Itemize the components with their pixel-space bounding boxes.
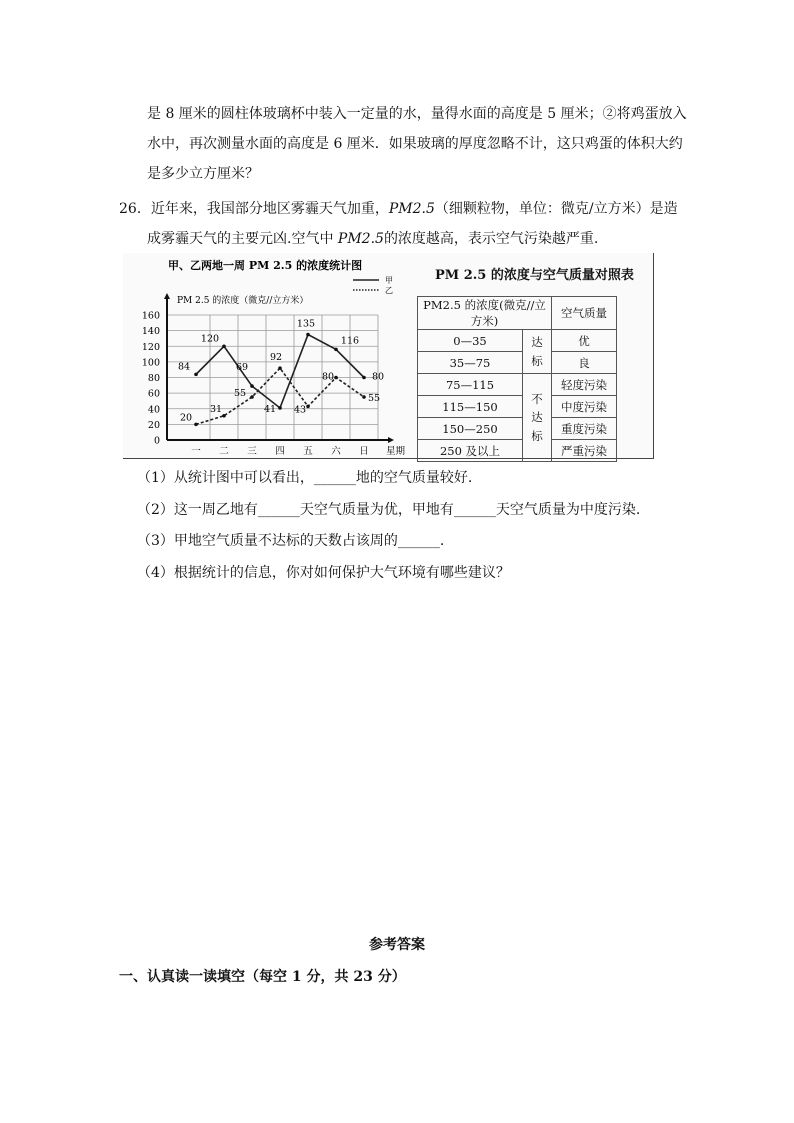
pm-table: [417, 296, 617, 462]
data-point: [362, 376, 366, 380]
y-axis-arrow: [164, 293, 170, 299]
y-tick-label: 140: [141, 326, 160, 338]
text: 成雾霾天气的主要元凶.空气中: [147, 231, 338, 247]
quality-cell: 重度污染: [552, 418, 617, 440]
x-tick-label: 二: [219, 446, 229, 457]
x-tick-label: 一: [191, 446, 201, 457]
y-tick-label: 160: [141, 310, 160, 322]
pm-term: PM2.5: [337, 231, 384, 247]
data-label: 69: [235, 362, 249, 374]
data-point: [306, 333, 310, 337]
quality-cell: 严重污染: [552, 440, 617, 462]
header-cell: 空气质量: [552, 297, 617, 330]
legend-label: 乙: [385, 286, 393, 295]
data-point: [194, 423, 198, 427]
table-title: PM 2.5 的浓度与空气质量对照表: [435, 268, 634, 283]
y-tick-label: 40: [147, 404, 160, 416]
standard-cell: 达标: [523, 330, 552, 374]
range-cell: 150—250: [418, 418, 523, 440]
data-point: [334, 376, 338, 380]
text-line: 是 8 厘米的圆柱体玻璃杯中装入一定量的水，量得水面的高度是 5 厘米；②将鸡蛋放入: [147, 106, 687, 122]
data-point: [306, 405, 310, 409]
data-label: 55: [233, 388, 247, 400]
data-label: 80: [371, 371, 385, 383]
legend-label: 甲: [385, 276, 393, 285]
answers-title: 参考答案: [369, 937, 425, 953]
nonstandard-cell: 不达标: [523, 374, 552, 462]
header-cell: PM2.5 的浓度(微克//立方米): [418, 297, 552, 330]
question-26: [119, 198, 678, 218]
data-point: [250, 384, 254, 388]
text: （细颗粒物，单位：微克/立方米）是造: [434, 201, 678, 217]
range-cell: 0—35: [418, 330, 523, 352]
data-label: 135: [296, 318, 316, 330]
line-chart: [123, 253, 423, 458]
data-label: 116: [340, 335, 360, 347]
quality-cell: 中度污染: [552, 396, 617, 418]
x-tick-label: 五: [303, 446, 313, 457]
y-tick-label: 60: [147, 388, 160, 400]
x-tick-label: 三: [247, 446, 257, 457]
text: 26．近年来，我国部分地区雾霾天气加重，: [119, 201, 389, 217]
data-point: [334, 348, 338, 352]
series-line-乙: [196, 368, 364, 424]
question-3: （3）甲地空气质量不达标的天数占该周的______.: [137, 533, 445, 549]
pm-term: PM2.5: [388, 201, 435, 217]
quality-cell: 良: [552, 352, 617, 374]
y-tick-label: 0: [153, 435, 160, 447]
data-point: [278, 406, 282, 410]
text-line: 水中，再次测量水面的高度是 6 厘米．如果玻璃的厚度忽略不计，这只鸡蛋的体积大约: [147, 136, 683, 152]
data-point: [222, 344, 226, 348]
data-label: 120: [200, 333, 220, 345]
range-cell: 250 及以上: [418, 440, 523, 462]
quality-cell: 轻度污染: [552, 374, 617, 396]
chart-title: 甲、乙两地一周 PM 2.5 的浓度统计图: [168, 259, 363, 272]
text-line: [147, 228, 598, 248]
y-tick-label: 120: [141, 341, 160, 353]
quality-cell: 优: [552, 330, 617, 352]
data-label: 31: [209, 403, 223, 415]
x-tick-label: 四: [275, 446, 285, 457]
x-axis-label: 星期: [386, 446, 406, 457]
range-cell: 35—75: [418, 352, 523, 374]
data-point: [362, 395, 366, 399]
question-1: （1）从统计图中可以看出，______地的空气质量较好.: [137, 470, 473, 486]
y-tick-label: 100: [141, 357, 160, 369]
data-label: 20: [179, 412, 193, 424]
question-2: （2）这一周乙地有______天空气质量为优，甲地有______天空气质量为中度污染.: [137, 502, 641, 518]
data-label: 43: [293, 404, 307, 416]
text-line: 是多少立方厘米？: [147, 166, 259, 182]
x-tick-label: 六: [331, 446, 341, 457]
data-label: 41: [263, 403, 277, 415]
y-tick-label: 20: [147, 419, 160, 431]
data-point: [222, 414, 226, 418]
series-line-甲: [196, 335, 364, 408]
data-point: [250, 395, 254, 399]
data-label: 55: [367, 393, 381, 405]
x-tick-label: 日: [359, 446, 369, 457]
data-point: [278, 366, 282, 370]
range-cell: 75—115: [418, 374, 523, 396]
data-label: 84: [177, 361, 191, 373]
text: 的浓度越高，表示空气污染越严重.: [383, 231, 599, 247]
x-axis-arrow: [388, 437, 394, 443]
data-label: 80: [321, 371, 335, 383]
data-label: 92: [269, 352, 283, 364]
question-4: （4）根据统计的信息，你对如何保护大气环境有哪些建议？: [137, 565, 510, 581]
y-tick-label: 80: [147, 373, 160, 384]
section-heading: 一、认真读一读填空（每空 1 分，共 23 分）: [119, 969, 406, 985]
range-cell: 115—150: [418, 396, 523, 418]
y-axis-label: PM 2.5 的浓度（微克//立方米）: [177, 296, 309, 306]
data-point: [194, 373, 198, 377]
